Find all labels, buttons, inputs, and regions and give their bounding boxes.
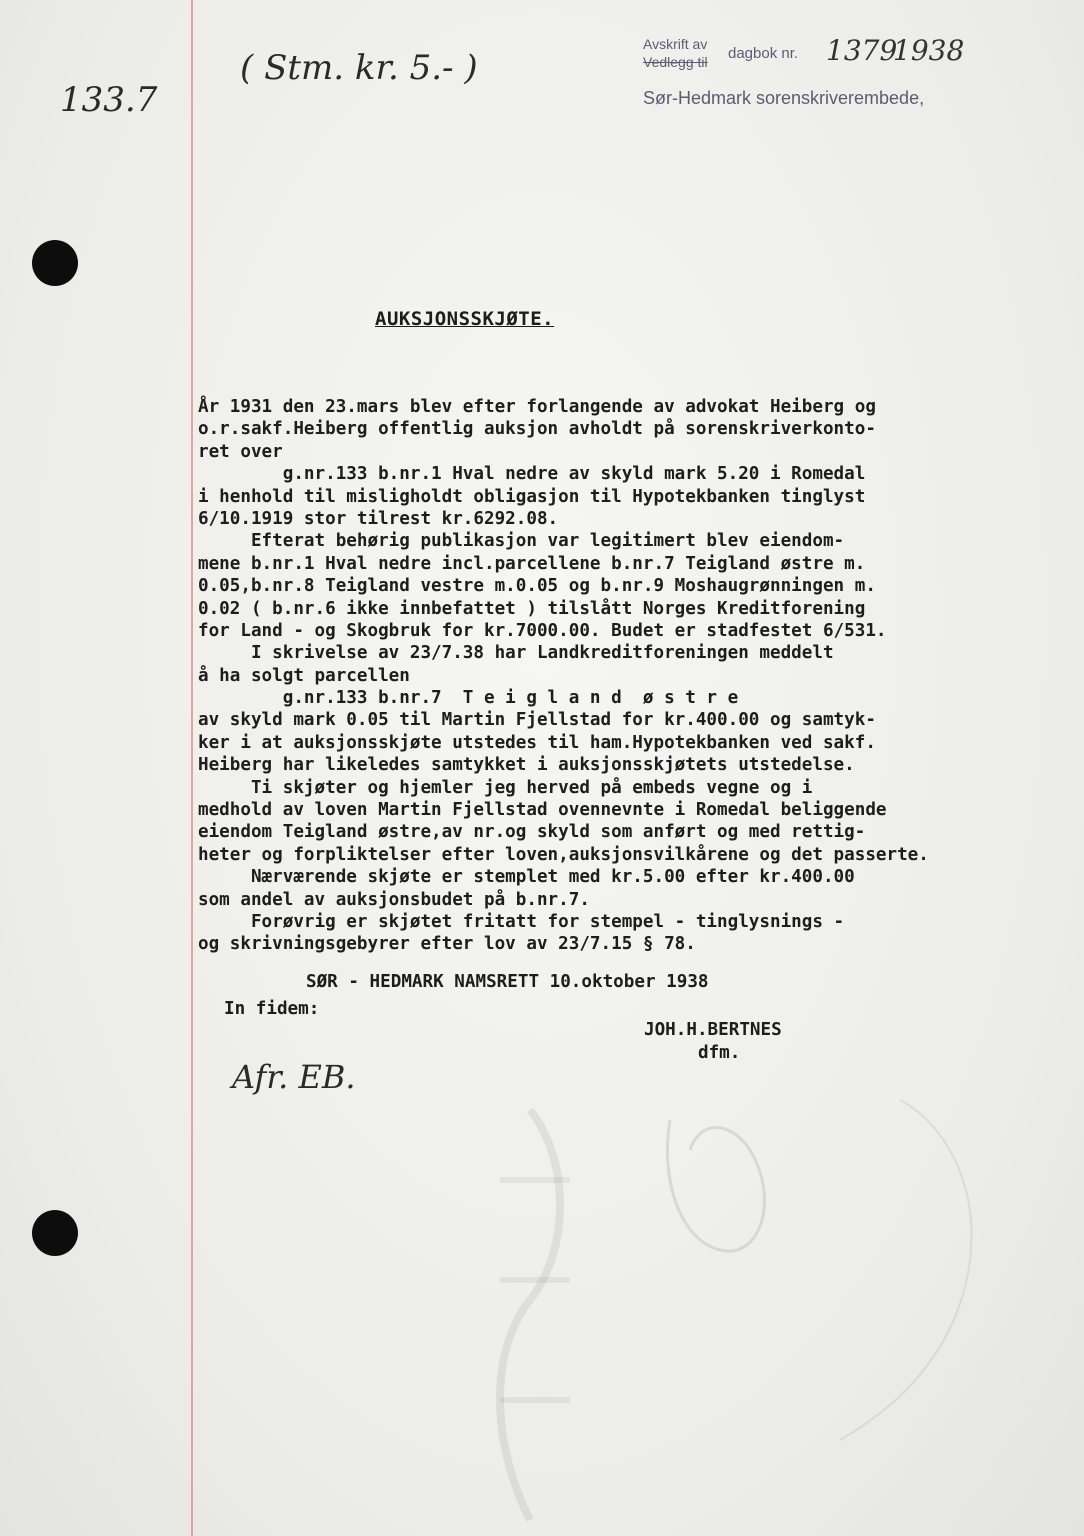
body-line: eiendom Teigland østre,av nr.og skyld som anført og med rettig- xyxy=(198,822,866,843)
handwritten-year: 1938 xyxy=(893,34,965,67)
body-line: og skrivningsgebyrer efter lov av 23/7.15 § 78. xyxy=(198,934,696,955)
faint-pencil-marks xyxy=(640,1060,1040,1480)
body-line: medhold av loven Martin Fjellstad ovennevnte i Romedal beliggende xyxy=(198,800,887,821)
punch-hole-bottom xyxy=(32,1210,78,1256)
stamp-struck-text: Vedlegg til xyxy=(643,54,708,70)
body-line: Efterat behørig publikasjon var legitimert blev eiendom- xyxy=(198,531,845,552)
signer-name: JOH.H.BERTNES xyxy=(644,1020,782,1040)
body-line: g.nr.133 b.nr.1 Hval nedre av skyld mark 5.20 i Romedal xyxy=(198,464,866,485)
body-line: ret over xyxy=(198,441,283,462)
margin-line xyxy=(191,0,193,1536)
body-line: 0.02 ( b.nr.6 ikke innbefattet ) tilslått Norges Kreditforening xyxy=(198,598,866,619)
body-line: I skrivelse av 23/7.38 har Landkreditforeningen meddelt xyxy=(198,643,834,664)
body-line: År 1931 den 23.mars blev efter forlangende av advokat Heiberg og xyxy=(198,397,876,417)
body-line: Heiberg har likeledes samtykket i auksjonsskjøtets utstedelse. xyxy=(198,755,855,776)
body-line: av skyld mark 0.05 til Martin Fjellstad for kr.400.00 og samtyk- xyxy=(198,710,876,731)
body-line: 6/10.1919 stor tilrest kr.6292.08. xyxy=(198,508,559,529)
handwritten-dagbok-number: 1379 xyxy=(826,34,898,67)
handwritten-top-note: ( Stm. kr. 5.- ) xyxy=(240,48,478,88)
body-line: som andel av auksjonsbudet på b.nr.7. xyxy=(198,889,590,910)
body-line: Ti skjøter og hjemler jeg herved på embeds vegne og i xyxy=(198,777,813,798)
body-line: 0.05,b.nr.8 Teigland vestre m.0.05 og b.nr.9 Moshaugrønningen m. xyxy=(198,576,876,597)
place-date: SØR - HEDMARK NAMSRETT 10.oktober 1938 xyxy=(306,972,709,992)
in-fidem: In fidem: xyxy=(224,999,320,1019)
body-line: Nærværende skjøte er stemplet med kr.5.00 efter kr.400.00 xyxy=(198,867,855,888)
body-line: å ha solgt parcellen xyxy=(198,665,410,686)
handwritten-page-number: 133.7 xyxy=(60,80,158,120)
body-line: g.nr.133 b.nr.7 T e i g l a n d ø s t r e xyxy=(198,688,739,709)
signer-title: dfm. xyxy=(698,1043,741,1063)
document-body xyxy=(198,396,1038,956)
stamp-prefix: Avskrift av xyxy=(643,36,708,52)
body-line: for Land - og Skogbruk for kr.7000.00. Budet er stadfestet 6/531. xyxy=(198,620,887,641)
handwritten-initials: Afr. EB. xyxy=(232,1058,356,1096)
body-line: mene b.nr.1 Hval nedre incl.parcellene b.nr.7 Teigland østre m. xyxy=(198,553,866,574)
body-line: heter og forpliktelser efter loven,auksjonsvilkårene og det passerte. xyxy=(198,844,929,865)
stamp-office-name: Sør-Hedmark sorenskriverembede, xyxy=(643,88,925,108)
body-line: Forøvrig er skjøtet fritatt for stempel - tinglysnings - xyxy=(198,911,845,932)
document-title: AUKSJONSSKJØTE. xyxy=(375,308,555,330)
body-line: i henhold til misligholdt obligasjon til Hypotekbanken tinglyst xyxy=(198,486,866,507)
body-line: o.r.sakf.Heiberg offentlig auksjon avholdt på sorenskriverkonto- xyxy=(198,419,876,440)
body-line: ker i at auksjonsskjøte utstedes til ham.Hypotekbanken ved sakf. xyxy=(198,732,876,753)
stamp-dagbok-label: dagbok nr. xyxy=(728,45,799,62)
punch-hole-top xyxy=(32,240,78,286)
faint-reverse-stamp xyxy=(470,1100,600,1530)
